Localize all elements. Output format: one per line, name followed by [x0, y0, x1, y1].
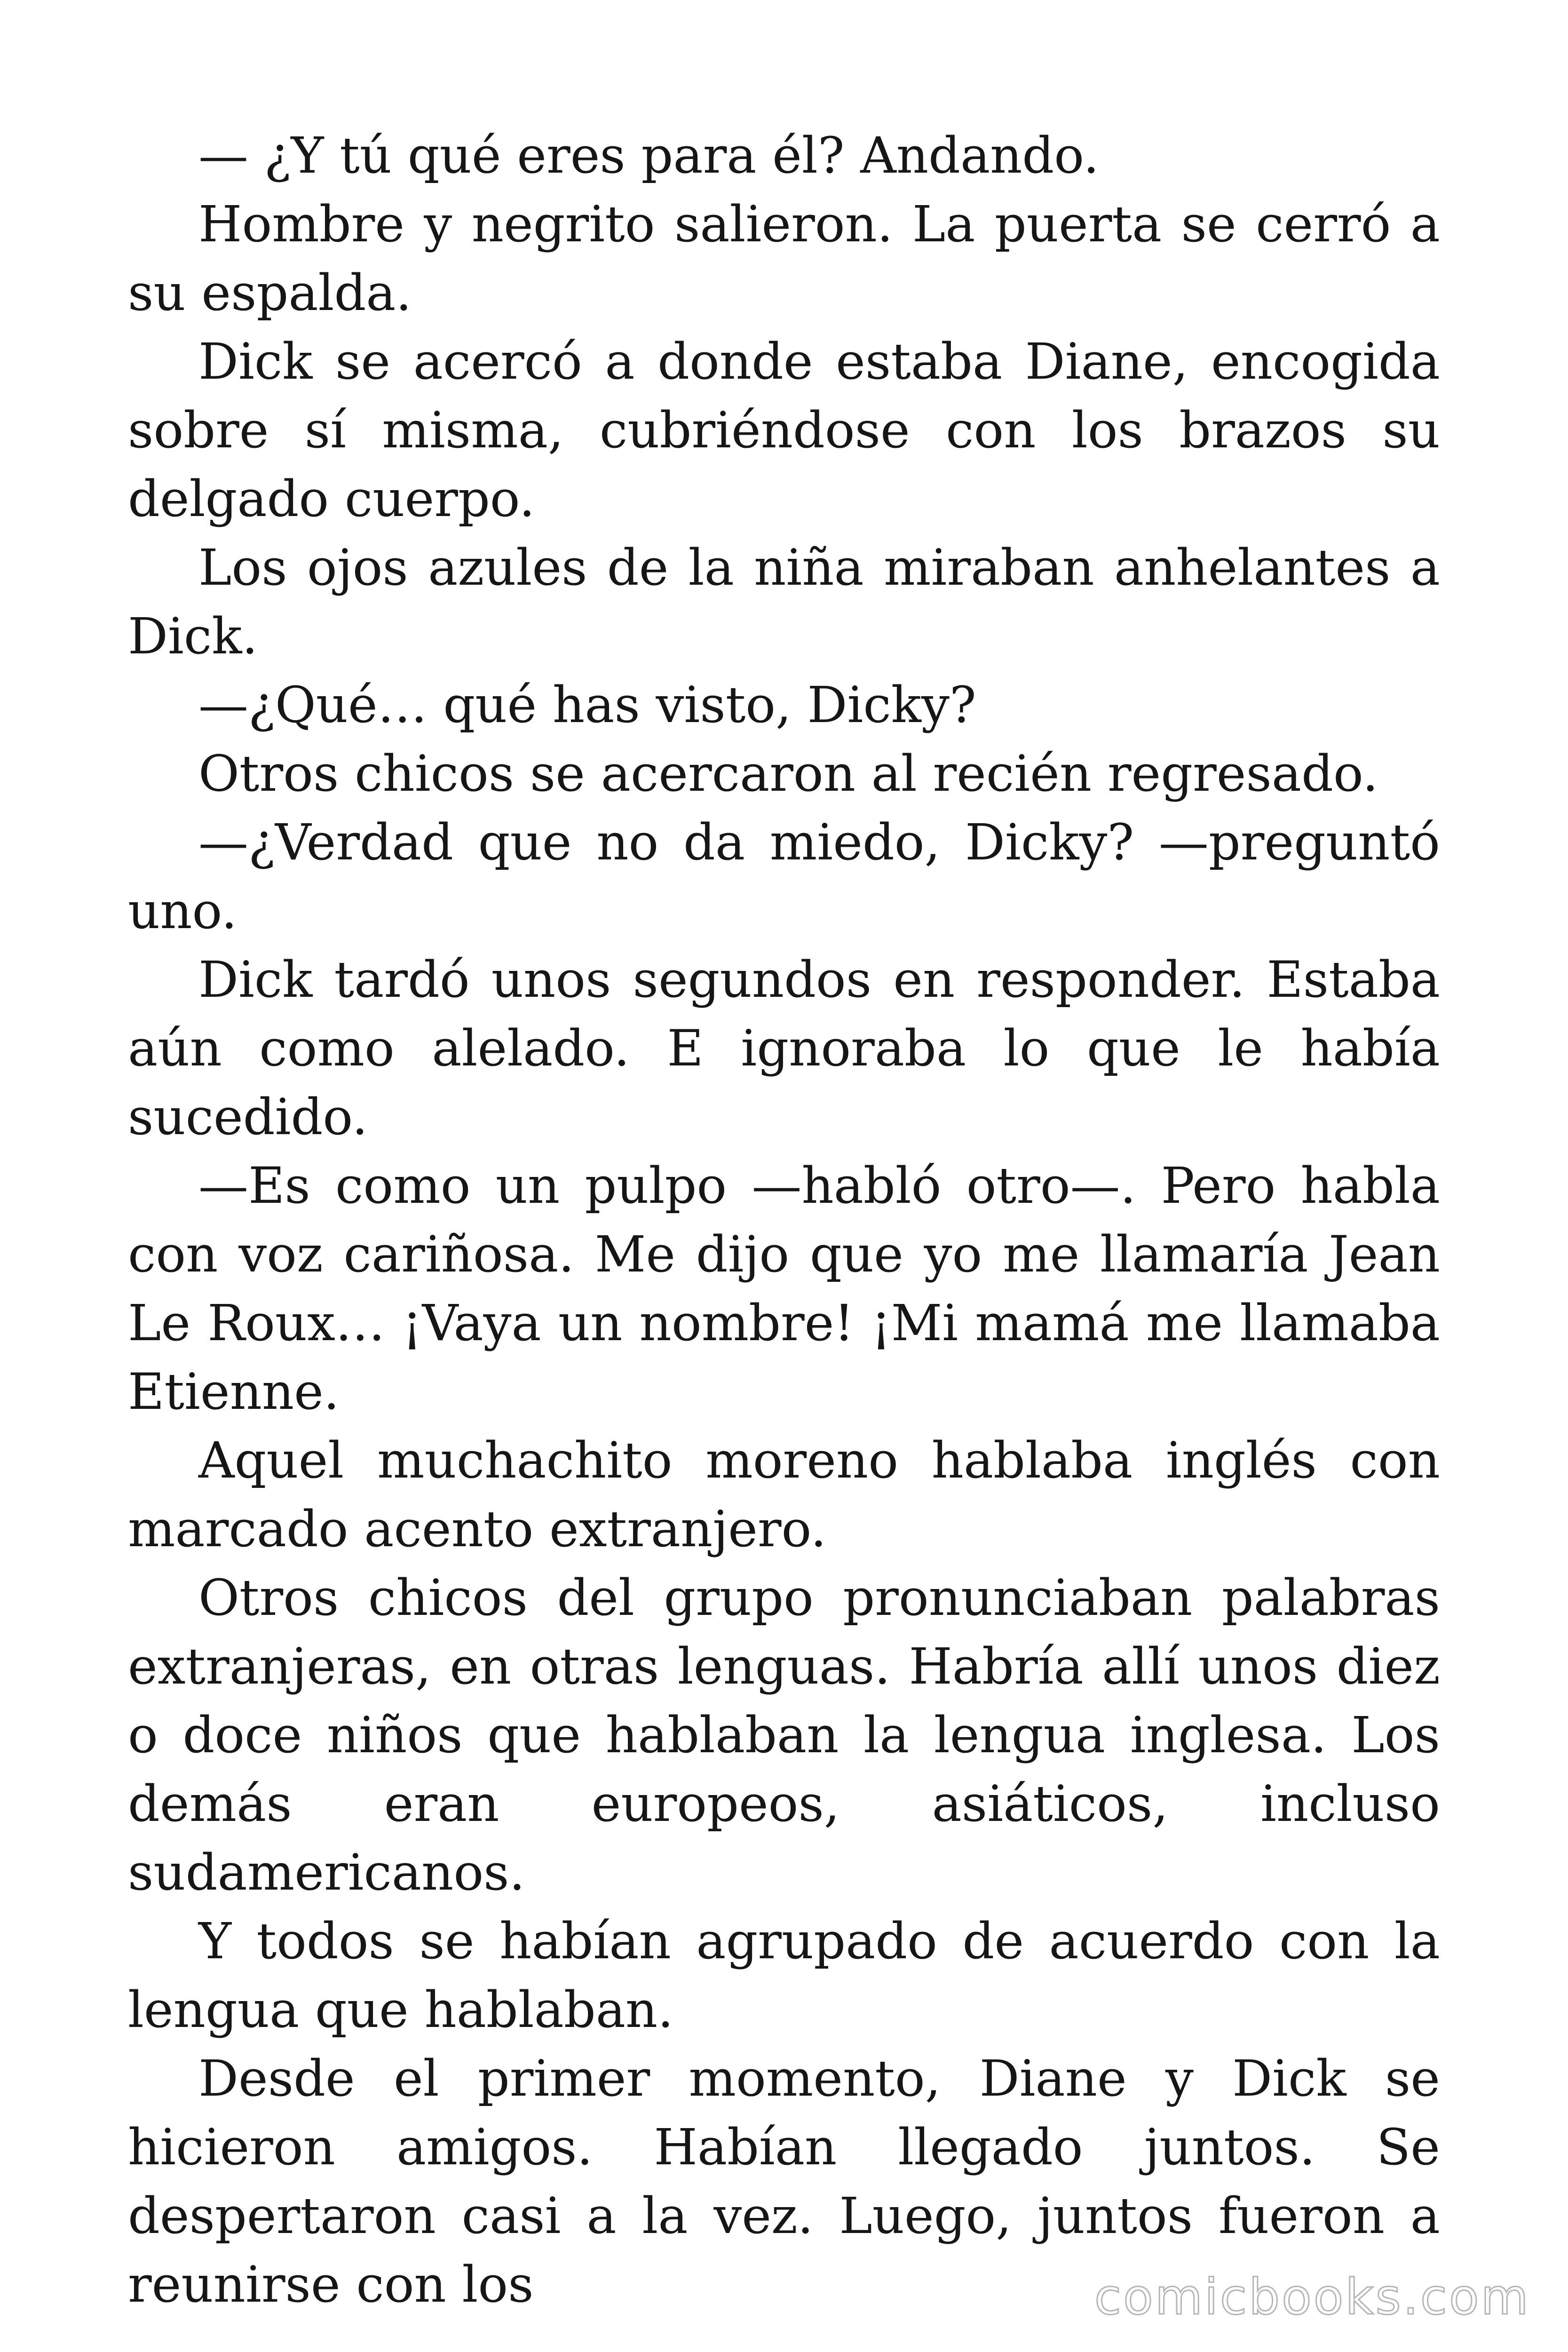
paragraph: —Es como un pulpo —habló otro—. Pero habla con voz cariñosa. Me dijo que yo me llamaría Jean Le Roux… ¡Vaya un nombre! ¡Mi mamá me llamaba Etienne. [128, 1157, 1440, 1421]
paragraph: —¿Verdad que no da miedo, Dicky? —preguntó uno. [128, 813, 1440, 940]
book-page-text [128, 121, 1440, 2319]
paragraph: Dick tardó unos segundos en responder. Estaba aún como alelado. E ignoraba lo que le había sucedido. [128, 951, 1440, 1146]
paragraph: Desde el primer momento, Diane y Dick se hicieron amigos. Habían llegado juntos. Se despertaron casi a la vez. Luego, juntos fueron a reunirse con los [128, 2050, 1440, 2313]
paragraph: Otros chicos se acercaron al recién regresado. [198, 745, 1378, 803]
paragraph: Los ojos azules de la niña miraban anhelantes a Dick. [128, 539, 1440, 665]
paragraph: Hombre y negrito salieron. La puerta se cerró a su espalda. [128, 195, 1440, 322]
paragraph: —¿Qué… qué has visto, Dicky? [198, 676, 976, 734]
paragraph: Otros chicos del grupo pronunciaban palabras extranjeras, en otras lenguas. Habría allí unos diez o doce niños que hablaban la lengua inglesa. Los demás eran europeos, asiáticos, incluso sudamericanos. [128, 1569, 1440, 1901]
paragraph: Y todos se habían agrupado de acuerdo con la lengua que hablaban. [128, 1912, 1440, 2039]
paragraph: — ¿Y tú qué eres para él? Andando. [198, 127, 1099, 184]
paragraph: Aquel muchachito moreno hablaba inglés con marcado acento extranjero. [128, 1431, 1440, 1558]
watermark: comicbooks.com [1094, 2268, 1530, 2326]
paragraph: Dick se acercó a donde estaba Diane, encogida sobre sí misma, cubriéndose con los brazos su delgado cuerpo. [128, 333, 1440, 528]
